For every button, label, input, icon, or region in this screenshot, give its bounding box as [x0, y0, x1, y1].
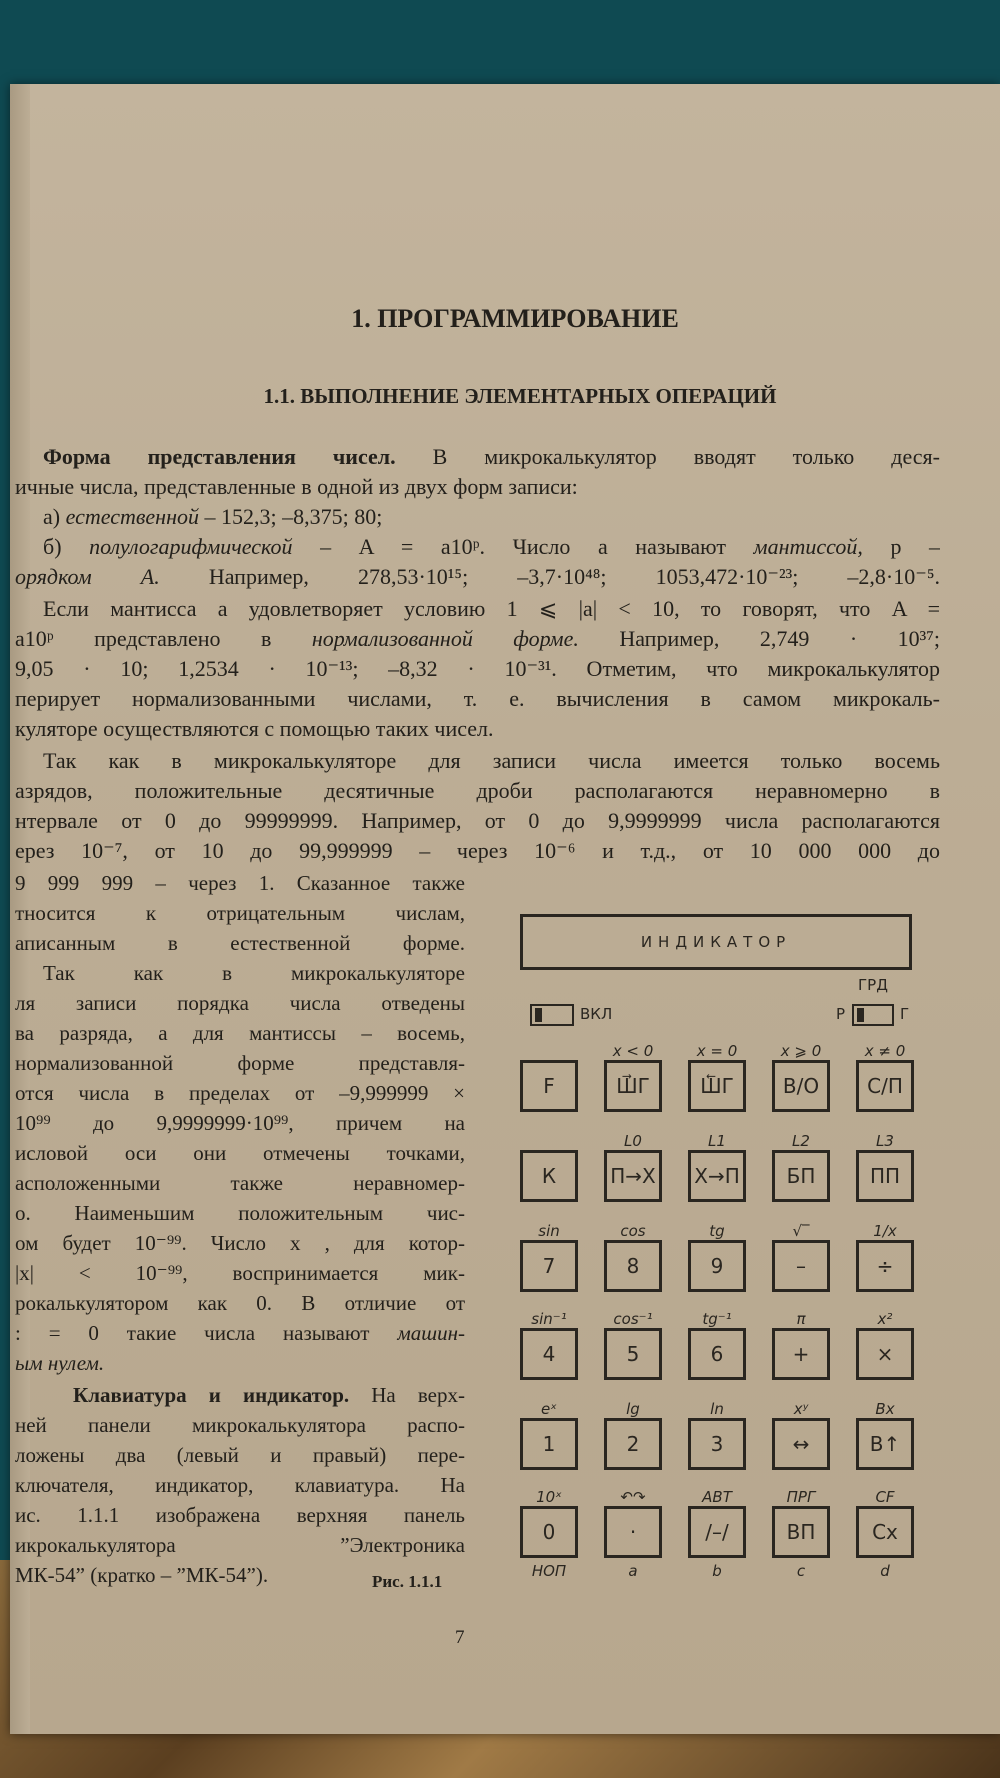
- key-r2-c3: Х→П: [688, 1150, 746, 1202]
- key-label-r6-c4: ПРГ: [786, 1488, 816, 1506]
- key-r6-c2: ·: [604, 1506, 662, 1558]
- book-page: [10, 84, 1000, 1734]
- p4-line-1: Так как в микрокалькуляторе: [43, 961, 465, 985]
- p4-line-6: 10⁹⁹ до 9,9999999·10⁹⁹, причем на: [15, 1111, 465, 1135]
- key-r2-c4: БП: [772, 1150, 830, 1202]
- p1-item-b: б): [43, 534, 62, 559]
- key-r3-c4: –: [772, 1240, 830, 1292]
- p1-term-mantissa: мантиссой,: [753, 534, 863, 559]
- p1-line-3: [15, 504, 940, 530]
- p3-line-6: тносится к отрицательным числам,: [15, 901, 465, 925]
- p3-line-3: нтервале от 0 до 99999999. Например, от 0 до 9,9999999 числа располагаются: [15, 808, 940, 833]
- p5-line-2: ней панели микрокалькулятора распо-: [15, 1413, 465, 1437]
- p1-line-5: [15, 564, 940, 590]
- p4-term-machine-zero-a: машин-: [397, 1321, 465, 1345]
- chapter-title: 1. ПРОГРАММИРОВАНИЕ: [351, 304, 679, 333]
- power-switch-label: ВКЛ: [580, 1005, 613, 1023]
- page-number: 7: [455, 1627, 465, 1648]
- p4-term-machine-zero-b: ым нулем.: [15, 1351, 105, 1375]
- key-r4-c2: 5: [604, 1328, 662, 1380]
- p1-lead: Форма представления чисел.: [43, 444, 396, 469]
- key-label-r2-c3: L1: [708, 1132, 726, 1150]
- key-label-r3-c5: 1/x: [873, 1222, 897, 1240]
- key-label-r5-c4: xʸ: [793, 1400, 809, 1418]
- key-r3-c1: 7: [520, 1240, 578, 1292]
- key-r5-c3: 3: [688, 1418, 746, 1470]
- indicator-display: ИНДИКАТОР: [520, 914, 912, 970]
- key-label-r2-c5: L3: [876, 1132, 894, 1150]
- key-r1-c5: С/П: [856, 1060, 914, 1112]
- power-switch: [530, 1004, 574, 1026]
- figure-caption: Рис. 1.1.1: [372, 1572, 443, 1591]
- key-r2-c5: ПП: [856, 1150, 914, 1202]
- key-bottom-label-c2: a: [628, 1562, 638, 1580]
- p4-line-9: о. Наименьшим положительным чис-: [15, 1201, 465, 1225]
- key-r3-c2: 8: [604, 1240, 662, 1292]
- p5-line-7: МК-54” (кратко – ”МК-54”).: [15, 1563, 269, 1587]
- key-label-r1-c2: x < 0: [612, 1042, 654, 1060]
- p1-term-natural: естественной: [65, 504, 199, 529]
- angle-switch-right-label: Г: [900, 1005, 910, 1023]
- p4-line-14: [15, 1350, 465, 1376]
- key-r6-c3: /–/: [688, 1506, 746, 1558]
- key-r1-c2: Ш⃗Г: [604, 1060, 662, 1112]
- key-r1-c3: Ш⃖Г: [688, 1060, 746, 1112]
- p4-line-5: отся числа в пределах от –9,999999 ×: [15, 1081, 465, 1105]
- key-label-r6-c5: CF: [875, 1488, 895, 1506]
- p1-l1-text: В микрокалькулятор вводят только деся-: [432, 444, 940, 469]
- p1-term-semilog: полулогарифмической: [89, 534, 293, 559]
- p5-line-3: ложены два (левый и правый) пере-: [15, 1443, 465, 1467]
- key-r5-c1: 1: [520, 1418, 578, 1470]
- key-r1-c1: F: [520, 1060, 578, 1112]
- key-label-r4-c1: sin⁻¹: [531, 1310, 567, 1328]
- p1-item-a-text: – 152,3; –8,375; 80;: [204, 504, 383, 529]
- p5-line-5: ис. 1.1.1 изображена верхняя панель: [15, 1503, 465, 1527]
- key-label-r2-c4: L2: [792, 1132, 810, 1150]
- p2-line-5: куляторе осуществляются с помощью таких чисел.: [15, 716, 494, 741]
- key-label-r6-c2: ↶↷: [620, 1488, 646, 1506]
- p4-line-13: [15, 1320, 465, 1346]
- key-label-r5-c2: lg: [626, 1400, 640, 1418]
- p1-item-a: а): [43, 504, 61, 529]
- key-r4-c1: 4: [520, 1328, 578, 1380]
- key-label-r4-c3: tg⁻¹: [702, 1310, 732, 1328]
- key-r5-c4: ↔: [772, 1418, 830, 1470]
- key-r6-c1: 0: [520, 1506, 578, 1558]
- p5-lead: Клавиатура и индикатор.: [73, 1383, 350, 1407]
- p5-line-1: [15, 1382, 465, 1408]
- angle-switch-label: ГРД: [858, 976, 888, 994]
- p2-l2-text: a10ᵖ представлено в: [15, 626, 272, 651]
- p3-line-4: ерез 10⁻⁷, от 10 до 99,999999 – через 10⁻⁶ и т.д., от 10 000 000 до: [15, 838, 940, 863]
- section-title: 1.1. ВЫПОЛНЕНИЕ ЭЛЕМЕНТАРНЫХ ОПЕРАЦИЙ: [263, 384, 777, 408]
- p4-line-12: рокалькулятором как 0. В отличие от: [15, 1291, 465, 1315]
- key-r4-c3: 6: [688, 1328, 746, 1380]
- key-bottom-label-c3: b: [712, 1562, 722, 1580]
- angle-switch: [852, 1004, 894, 1026]
- p4-line-7: исловой оси они отмечены точками,: [15, 1141, 465, 1165]
- p1-item-b-end: p –: [890, 534, 940, 559]
- p5-l1-text: На верх-: [371, 1383, 465, 1407]
- p1-examples: Например, 278,53·10¹⁵; –3,7·10⁴⁸; 1053,472·10⁻²³; –2,8·10⁻⁵.: [208, 564, 940, 589]
- key-label-r1-c4: x ⩾ 0: [780, 1042, 822, 1060]
- p4-line-10: ом будет 10⁻⁹⁹. Число x , для котор-: [15, 1231, 465, 1255]
- p4-line-11: |x| < 10⁻⁹⁹, воспринимается мик-: [15, 1261, 465, 1285]
- calculator-panel-figure: [500, 910, 930, 1580]
- key-r3-c3: 9: [688, 1240, 746, 1292]
- p2-line-2: [15, 626, 940, 652]
- p1-term-order: орядком A.: [15, 564, 160, 589]
- key-bottom-label-c4: c: [796, 1562, 806, 1580]
- key-label-r4-c5: x²: [877, 1310, 893, 1328]
- key-label-r3-c2: cos: [620, 1222, 646, 1240]
- p1-line-1: [15, 444, 940, 470]
- p5-line-4: ключателя, индикатор, клавиатура. На: [15, 1473, 465, 1497]
- angle-switch-left-label: Р: [836, 1005, 846, 1023]
- p3-line-2: азрядов, положительные десятичные дроби располагаются неравномерно в: [15, 778, 940, 803]
- key-r3-c5: ÷: [856, 1240, 914, 1292]
- key-bottom-label-c1: НОП: [531, 1562, 567, 1580]
- key-label-r3-c4: √‾: [792, 1222, 810, 1240]
- key-label-r5-c1: eˣ: [541, 1400, 557, 1418]
- p3-line-5: 9 999 999 – через 1. Сказанное также: [15, 871, 465, 895]
- key-label-r1-c5: x ≠ 0: [864, 1042, 906, 1060]
- key-r5-c5: В↑: [856, 1418, 914, 1470]
- p1-line-2: ичные числа, представленные в одной из двух форм записи:: [15, 474, 578, 499]
- key-label-r3-c3: tg: [709, 1222, 725, 1240]
- key-r4-c5: ×: [856, 1328, 914, 1380]
- p5-line-6: икрокалькулятора ”Электроника: [15, 1533, 465, 1557]
- key-r6-c5: Сx: [856, 1506, 914, 1558]
- key-r6-c4: ВП: [772, 1506, 830, 1558]
- key-bottom-label-c5: d: [880, 1562, 890, 1580]
- key-label-r3-c1: sin: [538, 1222, 560, 1240]
- power-switch-knob: [535, 1008, 542, 1022]
- p2-term-normalized: нормализованной форме.: [311, 626, 579, 651]
- p3-line-1: Так как в микрокалькуляторе для записи числа имеется только восемь: [43, 748, 940, 773]
- key-label-r5-c3: ln: [710, 1400, 724, 1418]
- p1-line-4: [15, 534, 940, 560]
- p2-line-1: Если мантисса a удовлетворяет условию 1 ⩽ |a| < 10, то говорят, что A =: [43, 596, 940, 621]
- p4-line-8: асположенными также неравномер-: [15, 1171, 465, 1195]
- key-label-r4-c2: cos⁻¹: [613, 1310, 653, 1328]
- angle-switch-knob: [857, 1008, 864, 1022]
- key-label-r5-c5: Вx: [875, 1400, 895, 1418]
- p4-line-2: ля записи порядка числа отведены: [15, 991, 465, 1015]
- p4-line-4: нормализованной форме представля-: [15, 1051, 465, 1075]
- key-label-r6-c3: АВТ: [702, 1488, 732, 1506]
- key-r1-c4: В/О: [772, 1060, 830, 1112]
- key-label-r4-c4: π: [796, 1310, 806, 1328]
- p3-line-7: аписанным в естественной форме.: [15, 931, 465, 955]
- p4-l13-text: : = 0 такие числа называют: [15, 1321, 370, 1345]
- key-r5-c2: 2: [604, 1418, 662, 1470]
- key-label-r6-c1: 10ˣ: [536, 1488, 562, 1506]
- p4-line-3: ва разряда, а для мантиссы – восемь,: [15, 1021, 465, 1045]
- p2-line-4: перирует нормализованными числами, т. е. вычисления в самом микрокаль-: [15, 686, 940, 711]
- key-label-r2-c2: L0: [624, 1132, 642, 1150]
- key-label-r1-c3: x = 0: [696, 1042, 738, 1060]
- previous-page-margin-text: [10, 84, 32, 1734]
- p2-line-3: 9,05 · 10; 1,2534 · 10⁻¹³; –8,32 · 10⁻³¹. Отметим, что микрокалькулятор: [15, 656, 940, 681]
- key-r2-c2: П→Х: [604, 1150, 662, 1202]
- p2-l2-rest: Например, 2,749 · 10³⁷;: [619, 626, 940, 651]
- p1-item-b-text: – A = a10ᵖ. Число a называют: [320, 534, 726, 559]
- key-r4-c4: +: [772, 1328, 830, 1380]
- key-r2-c1: К: [520, 1150, 578, 1202]
